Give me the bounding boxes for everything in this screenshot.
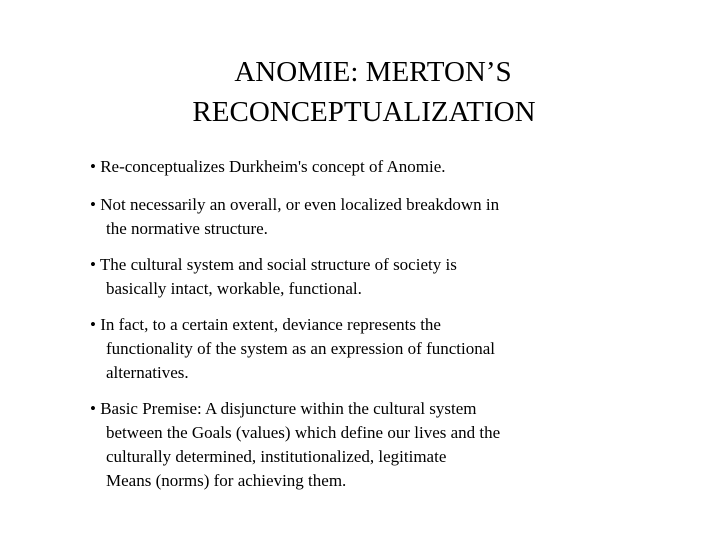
- title-line-2: RECONCEPTUALIZATION: [192, 96, 536, 128]
- bullet-line: basically intact, workable, functional.: [106, 279, 362, 298]
- bullet-marker: •: [90, 399, 96, 418]
- bullet-line: the normative structure.: [106, 219, 268, 238]
- bullet-line: culturally determined, institutionalized, legitimate: [106, 447, 447, 466]
- bullet-marker: •: [90, 255, 96, 274]
- bullet-item: [90, 253, 457, 301]
- bullet-item: [90, 155, 446, 179]
- bullet-marker: •: [90, 157, 96, 176]
- bullet-item: [90, 313, 495, 385]
- bullet-marker: •: [90, 195, 96, 214]
- bullet-line: • In fact, to a certain extent, deviance represents the: [90, 315, 441, 334]
- bullet-line: functionality of the system as an expression of functional: [106, 339, 496, 358]
- bullet-item: [90, 193, 499, 241]
- bullet-line: between the Goals (values) which define our lives and the: [106, 423, 501, 442]
- bullet-line: • Basic Premise: A disjuncture within the cultural system: [90, 399, 477, 418]
- bullet-line: Means (norms) for achieving them.: [106, 471, 347, 490]
- bullet-line: • The cultural system and social structure of society is: [90, 255, 457, 274]
- bullet-item: [90, 397, 500, 493]
- bullet-line: • Re-conceptualizes Durkheim's concept of Anomie.: [90, 157, 446, 176]
- bullet-line: • Not necessarily an overall, or even localized breakdown in: [90, 195, 500, 214]
- slide-title: [0, 52, 720, 132]
- bullet-marker: •: [90, 315, 96, 334]
- bullet-line: alternatives.: [106, 363, 189, 382]
- title-line-1: ANOMIE: MERTON’S: [234, 56, 512, 88]
